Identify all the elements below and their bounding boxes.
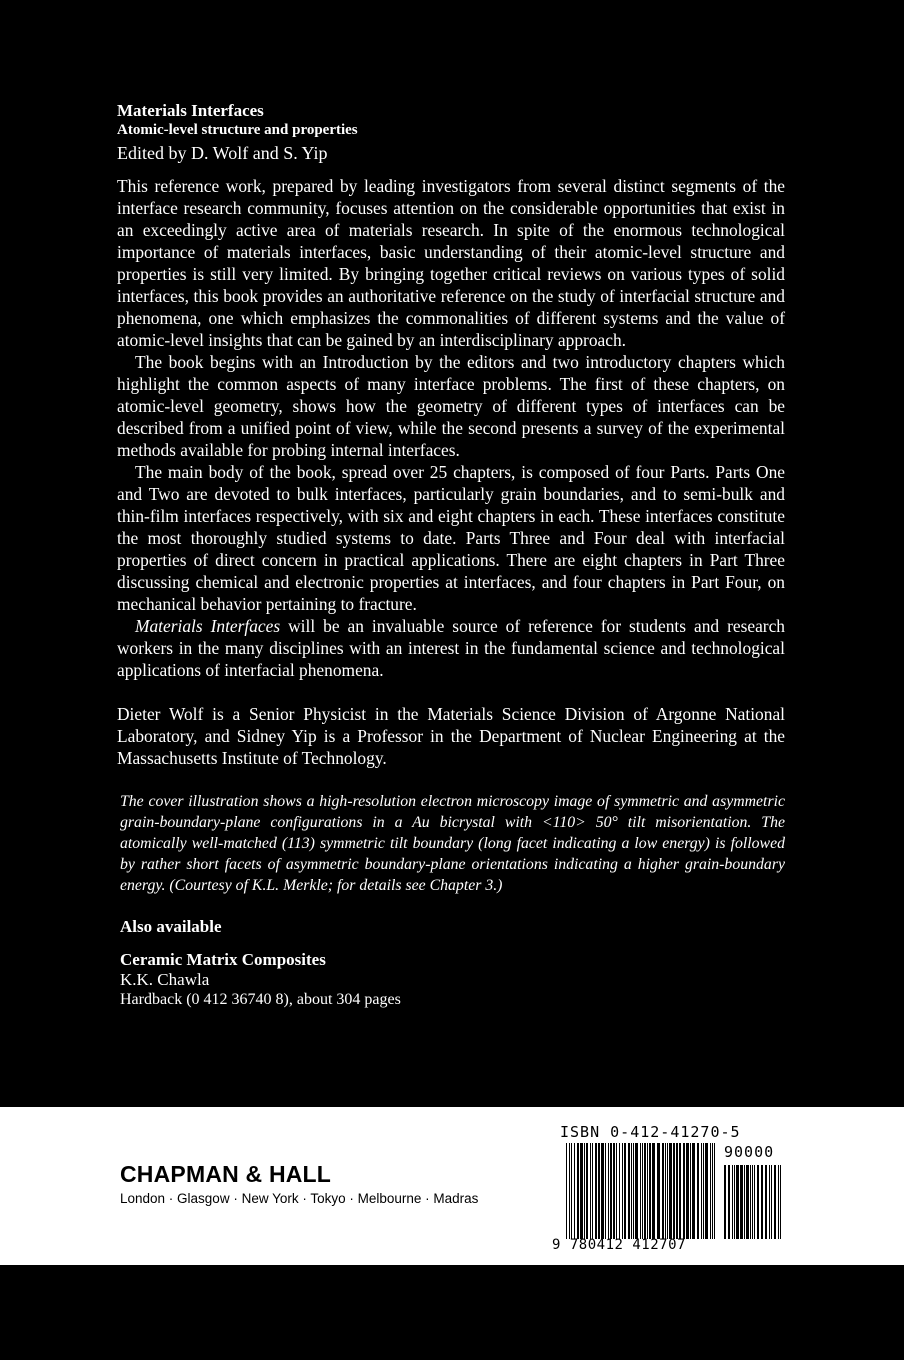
book-title: Materials Interfaces (117, 101, 264, 120)
barcode-bar (644, 1143, 646, 1239)
barcode-bar (697, 1143, 699, 1239)
ean-barcode-icon (566, 1143, 716, 1239)
publisher-name: CHAPMAN & HALL (120, 1161, 332, 1187)
barcode-bar (610, 1143, 612, 1239)
barcode-bar (613, 1143, 615, 1239)
barcode-bar (642, 1143, 643, 1239)
barcode-bar (769, 1165, 770, 1239)
barcode-bar (686, 1143, 689, 1239)
barcode-bar (577, 1143, 579, 1239)
barcode-bar (652, 1143, 655, 1239)
barcode-bar (765, 1165, 767, 1239)
barcode-bar (647, 1143, 648, 1239)
text-block (117, 100, 785, 1010)
barcode-bar (780, 1165, 781, 1239)
addon-barcode-icon (724, 1165, 784, 1239)
barcode-bar (619, 1143, 620, 1239)
barcode-bar (598, 1143, 600, 1239)
barcode-bar (676, 1143, 678, 1239)
barcode-bar (595, 1143, 597, 1239)
publisher-cities: London · Glasgow · New York · Tokyo · Melbourne · Madras (120, 1191, 479, 1206)
barcode-bar (732, 1165, 733, 1239)
publisher-band (0, 1107, 904, 1265)
barcode-bar (633, 1143, 634, 1239)
barcode-bar (673, 1143, 675, 1239)
barcode-bar (679, 1143, 681, 1239)
barcode-bar (754, 1165, 755, 1239)
description-paragraph-1: This reference work, prepared by leading investigators from several distinct segments of the interface research community, focuses attention on the considerable opportunities that exist in an exceedingly active area of materials research. In spite of the enormous technological importance of materials interfaces, basic understanding of their atomic-level structure and properties is still very limited. By bringing together critical reviews on various types of solid interfaces, this book provides an authoritative reference on the study of interfacial structure and phenomena, one which emphasizes the commonalities of different systems and the value of atomic-level insights that can be gained by an interdisciplinary approach. (117, 176, 785, 350)
barcode-bar (616, 1143, 617, 1239)
barcode-bar (757, 1165, 759, 1239)
barcode-bar (635, 1143, 638, 1239)
description-paragraph-3: The main body of the book, spread over 25 chapters, is composed of four Parts. Parts One and Two are devoted to bulk interfaces, particularly grain boundaries, and to semi-bulk and thin-film interfaces respectively, with six and eight chapters in each. These interfaces constitute the most thoroughly studied systems to date. Parts Three and Four deal with interfacial properties of direct concern in practical applications. There are eight chapters in Part Three discussing chemical and electronic properties at interfaces, and four chapters in Part Four, on mechanical behavior pertaining to fracture. (117, 462, 785, 614)
barcode-bar (662, 1143, 664, 1239)
description-paragraph-2: The book begins with an Introduction by the editors and two introductory chapters which highlight the common aspects of many interface problems. The first of these chapters, on atomic-level geometry, shows how the geometry of different types of interfaces can be described from a unified point of view, while the second presents a survey of the experimental methods available for probing internal interfaces. (117, 352, 785, 460)
barcode-bar (566, 1143, 567, 1239)
barcode-bar (608, 1143, 609, 1239)
barcode-bar (683, 1143, 685, 1239)
barcode-addon-digits: 90000 (724, 1143, 775, 1161)
barcode-bar (705, 1143, 708, 1239)
barcode-bar (657, 1143, 660, 1239)
barcode-bar (740, 1165, 743, 1239)
barcode-bar (669, 1143, 672, 1239)
author-bio: Dieter Wolf is a Senior Physicist in the Materials Science Division of Argonne National Laboratory, and Sidney Yip is a Professor in the Department of Nuclear Engineering at the Massachusetts Institute of Technology. (117, 704, 785, 768)
barcode-bar (574, 1143, 575, 1239)
barcode-bar (744, 1165, 745, 1239)
barcode (552, 1143, 792, 1255)
book-subtitle: Atomic-level structure and properties (117, 122, 358, 138)
barcode-bar (736, 1165, 739, 1239)
related-book-title: Ceramic Matrix Composites (120, 950, 326, 969)
barcode-bar (703, 1143, 704, 1239)
barcode-bar (714, 1143, 715, 1239)
barcode-bar (580, 1143, 583, 1239)
barcode-bar (586, 1143, 588, 1239)
barcode-bar (601, 1143, 604, 1239)
barcode-bar (752, 1165, 753, 1239)
barcode-bar (690, 1143, 691, 1239)
description-paragraph-4-text: will be an invaluable source of reference for students and research workers in the many disciplines with an interest in the fundamental science and technological applications of interfacial phenomena. (117, 616, 785, 680)
barcode-bar (701, 1143, 702, 1239)
book-editors: Edited by D. Wolf and S. Yip (117, 143, 328, 163)
barcode-bar (667, 1143, 668, 1239)
barcode-bar (712, 1143, 713, 1239)
barcode-bar (592, 1143, 593, 1239)
book-title-italic: Materials Interfaces (135, 616, 281, 636)
barcode-bar (590, 1143, 591, 1239)
barcode-bar (734, 1165, 735, 1239)
barcode-bar (771, 1165, 772, 1239)
barcode-bar (649, 1143, 651, 1239)
barcode-bar (571, 1143, 572, 1239)
barcode-bar (692, 1143, 695, 1239)
barcode-bar (665, 1143, 666, 1239)
barcode-bar (778, 1165, 779, 1239)
related-book (120, 950, 785, 1010)
barcode-bar (750, 1165, 751, 1239)
barcode-bar (640, 1143, 641, 1239)
related-book-format: Hardback (0 412 36740 8), about 304 pages (120, 991, 401, 1008)
barcode-bar (605, 1143, 606, 1239)
cover-caption: The cover illustration shows a high-resolution electron microscopy image of symmetric and asymmetric grain-boundary-plane configurations in a Au bicrystal with <110> 50° tilt misorientation. The atomically well-matched (113) symmetric tilt boundary (long facet indicating a low energy) is followed by rather short facets of asymmetric boundary-plane orientations indicating a higher grain-boundary energy. (Courtesy of K.L. Merkle; for details see Chapter 3.) (120, 793, 785, 894)
isbn-number: ISBN 0-412-41270-5 (560, 1123, 741, 1141)
barcode-bar (584, 1143, 585, 1239)
barcode-bar (724, 1165, 726, 1239)
barcode-bar (774, 1165, 776, 1239)
barcode-bar (622, 1143, 623, 1239)
barcode-bar (631, 1143, 632, 1239)
barcode-bar (628, 1143, 630, 1239)
also-available-heading: Also available (120, 917, 222, 936)
barcode-bar (728, 1165, 730, 1239)
barcode-bar (624, 1143, 626, 1239)
barcode-bar (569, 1143, 570, 1239)
related-book-author: K.K. Chawla (120, 970, 210, 989)
barcode-bar (761, 1165, 763, 1239)
description-paragraph-4 (117, 615, 785, 681)
barcode-bar (746, 1165, 749, 1239)
barcode-ean-digits: 9 780412 412707 (552, 1237, 686, 1253)
barcode-bar (710, 1143, 711, 1239)
